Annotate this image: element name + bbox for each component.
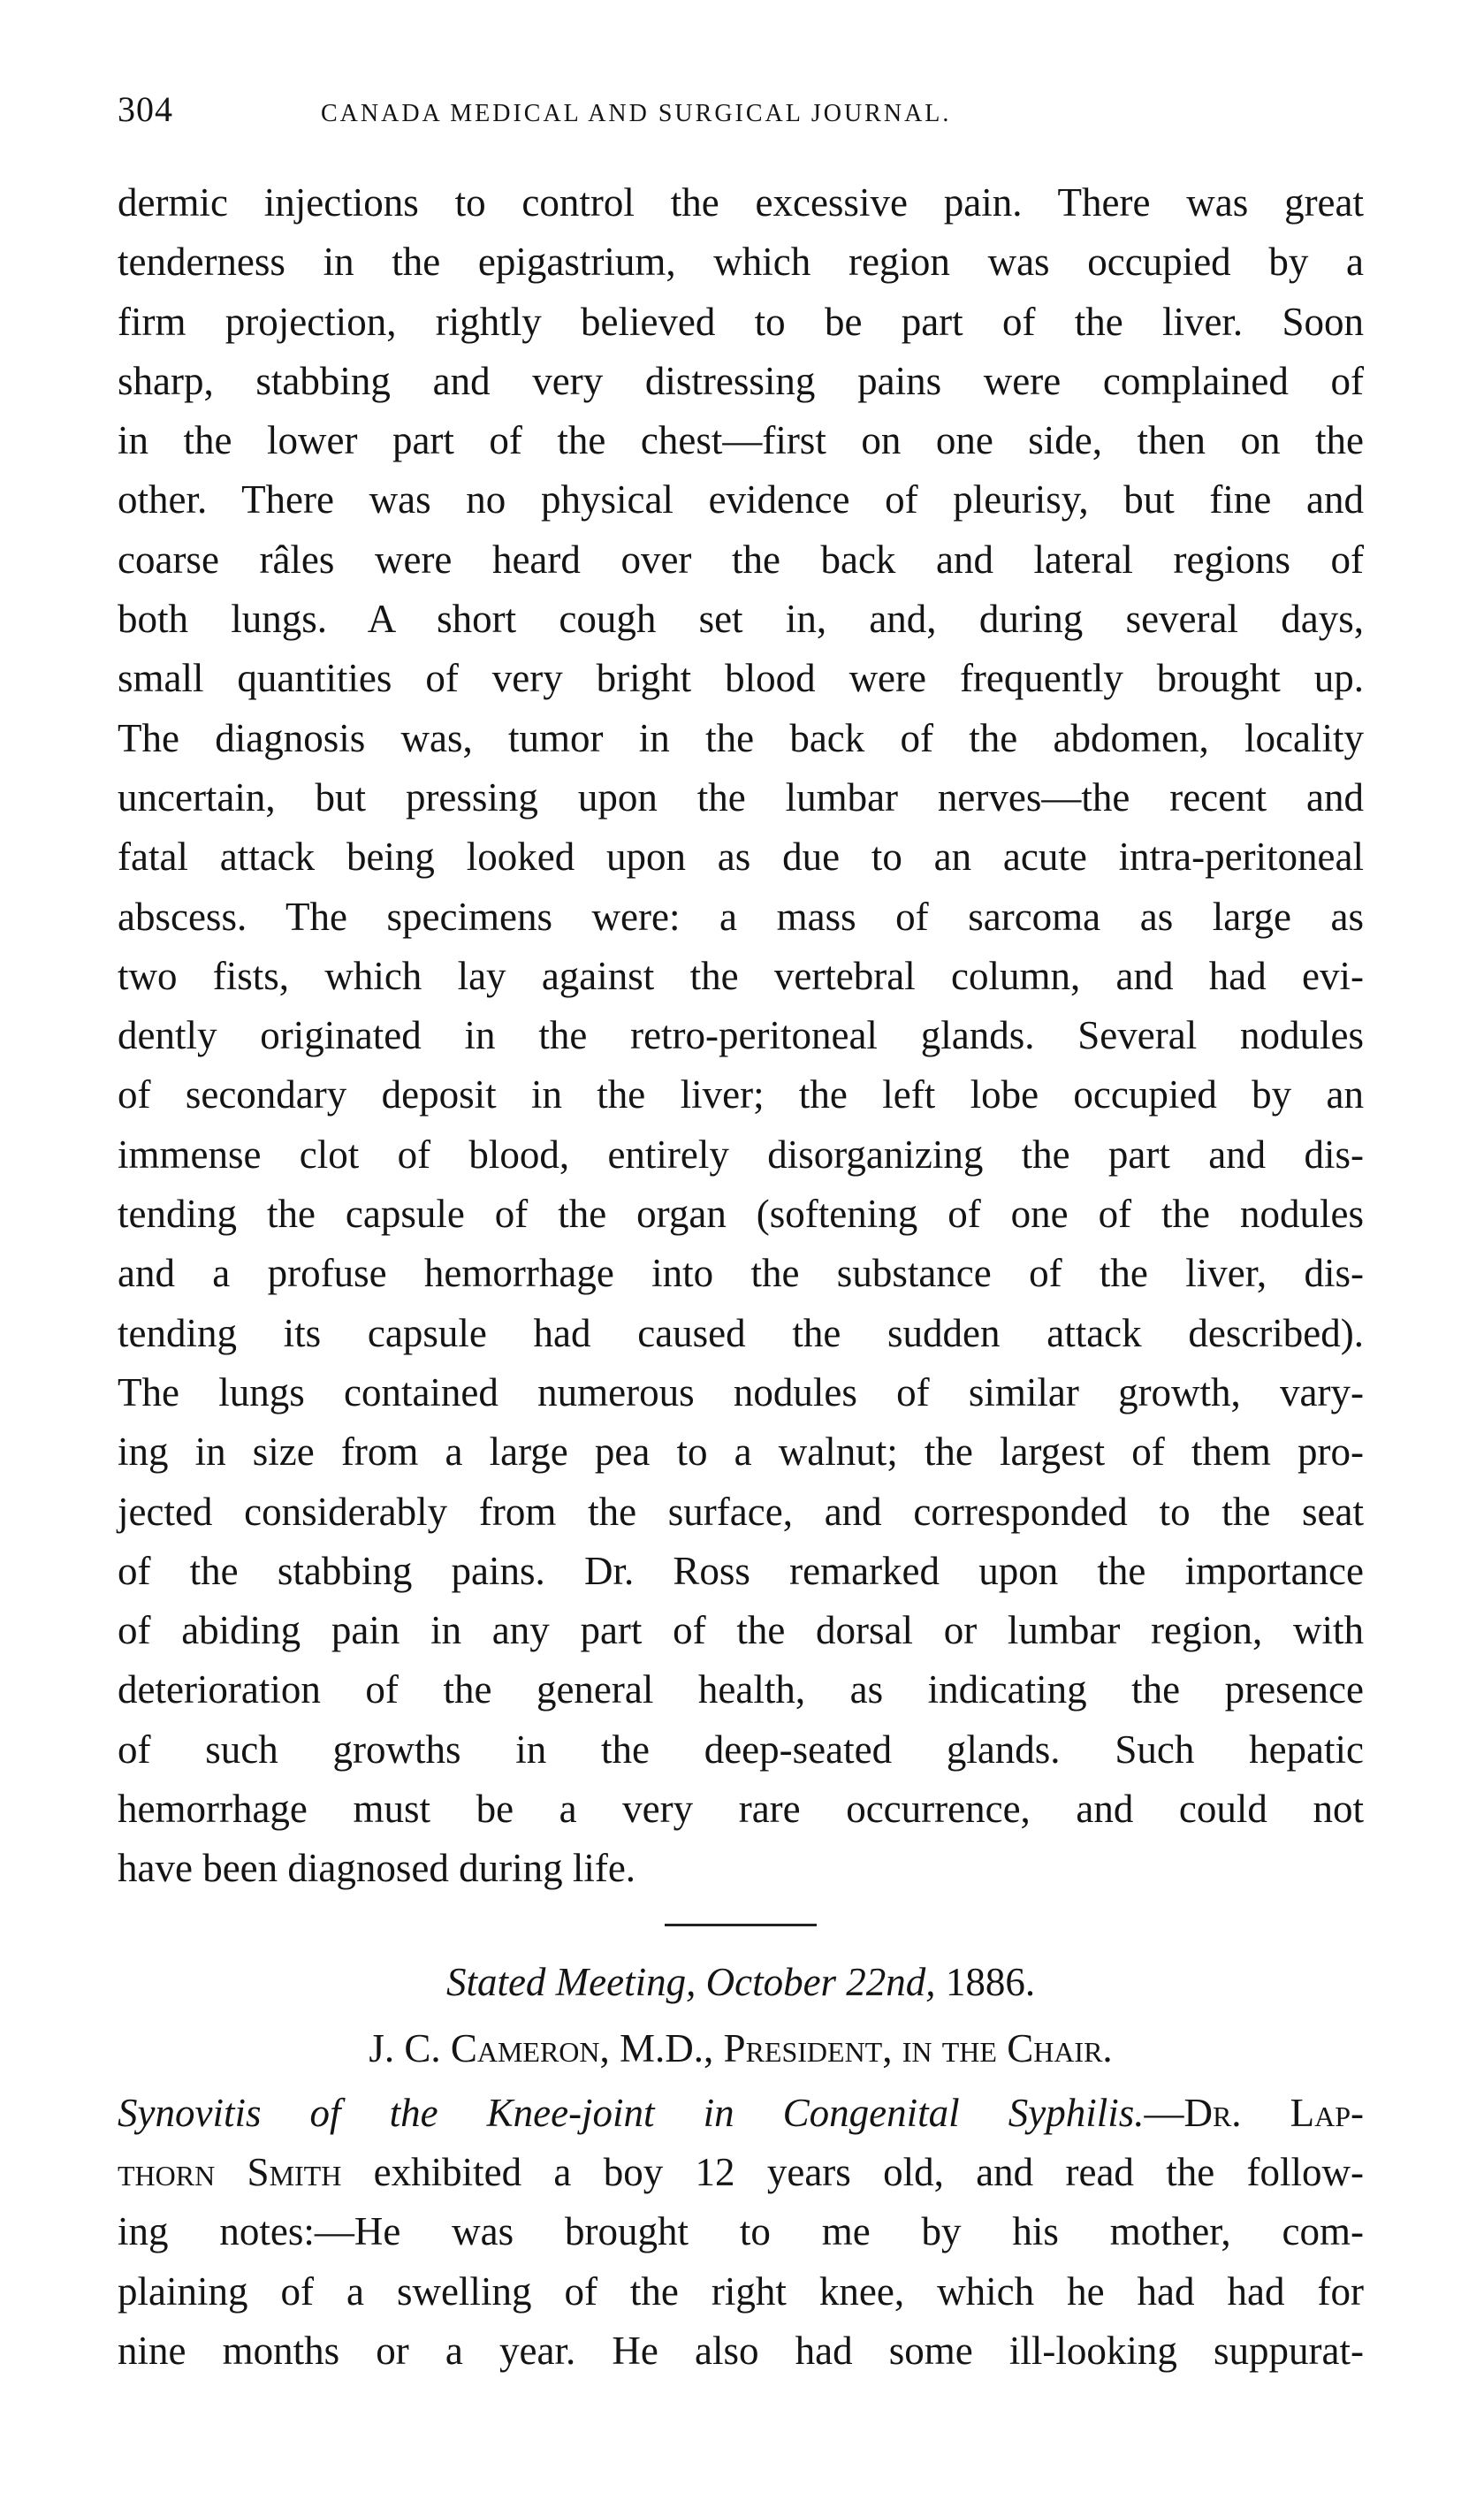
body-paragraph (118, 173, 1364, 1899)
text-line: nine months or a year. He also had some ill-looking suppurat- (118, 2328, 1364, 2373)
case-author: Dr. Lap- (1183, 2090, 1364, 2135)
text-line: immense clot of blood, entirely disorganizing the part and dis- (118, 1132, 1364, 1177)
case-paragraph (118, 2084, 1364, 2381)
text-line: other. There was no physical evidence of pleurisy, but fine and (118, 477, 1364, 522)
text-line: dermic injections to control the excessive pain. There was great (118, 180, 1364, 225)
text-line (118, 2143, 1364, 2202)
case-text: exhibited a boy 12 years old, and read the follow- (341, 2149, 1365, 2194)
text-line: in the lower part of the chest—first on one side, then on the (118, 418, 1364, 463)
text-line: The lungs contained numerous nodules of similar growth, vary- (118, 1369, 1364, 1414)
text-line: sharp, stabbing and very distressing pains were complained of (118, 358, 1364, 403)
text-line: tending its capsule had caused the sudden attack described). (118, 1310, 1364, 1355)
text-line: The diagnosis was, tumor in the back of the abdomen, locality (118, 715, 1364, 760)
text-line (118, 2084, 1364, 2143)
section-divider (665, 1924, 817, 1926)
running-title: CANADA MEDICAL AND SURGICAL JOURNAL. (321, 100, 952, 127)
case-dash: — (1144, 2090, 1184, 2135)
text-line: uncertain, but pressing upon the lumbar nerves—the recent and (118, 774, 1364, 820)
text-line: of such growths in the deep-seated glands. Such hepatic (118, 1727, 1364, 1772)
text-line: two fists, which lay against the vertebral column, and had evi- (118, 953, 1364, 998)
text-line: tenderness in the epigastrium, which region was occupied by a (118, 240, 1364, 285)
text-line: jected considerably from the surface, and corresponded to the seat (118, 1489, 1364, 1534)
text-line: coarse râles were heard over the back and lateral regions of (118, 537, 1364, 582)
text-line: of the stabbing pains. Dr. Ross remarked upon the importance (118, 1548, 1364, 1593)
page-header (118, 88, 1364, 141)
text-line: ing in size from a large pea to a walnut; the largest of them pro- (118, 1430, 1364, 1475)
text-line: and a profuse hemorrhage into the substance of the liver, dis- (118, 1251, 1364, 1296)
chair-role: President, in the Chair. (723, 2025, 1113, 2070)
text-line: fatal attack being looked upon as due to an acute intra-peritoneal (118, 835, 1364, 880)
text-line: hemorrhage must be a very rare occurrence, and could not (118, 1787, 1364, 1832)
meeting-heading (118, 1953, 1364, 2012)
text-line: abscess. The specimens were: a mass of sarcoma as large as (118, 894, 1364, 939)
text-line: small quantities of very bright blood were frequently brought up. (118, 656, 1364, 701)
text-line: of secondary deposit in the liver; the left lobe occupied by an (118, 1072, 1364, 1117)
document-page (118, 88, 1364, 2381)
text-line: ing notes:—He was brought to me by his mother, com- (118, 2209, 1364, 2254)
text-line: have been diagnosed during life. (118, 1846, 636, 1891)
chair-line (118, 2019, 1364, 2078)
case-author-cont: thorn Smith (118, 2149, 342, 2194)
text-line: deterioration of the general health, as indicating the presence (118, 1667, 1364, 1712)
text-line: tending the capsule of the organ (softening of one of the nodules (118, 1192, 1364, 1237)
chair-name: J. C. Cameron, M.D., (369, 2025, 714, 2070)
text-line: firm projection, rightly believed to be part of the liver. Soon (118, 299, 1364, 344)
text-line: both lungs. A short cough set in, and, during several days, (118, 597, 1364, 642)
text-line: dently originated in the retro-peritoneal glands. Several nodules (118, 1013, 1364, 1058)
text-line: of abiding pain in any part of the dorsal or lumbar region, with (118, 1608, 1364, 1653)
meeting-year: 1886. (945, 1959, 1036, 2004)
page-number: 304 (118, 89, 173, 129)
text-line: plaining of a swelling of the right knee, which he had had for (118, 2268, 1364, 2314)
meeting-date: Stated Meeting, October 22nd, (445, 1959, 936, 2004)
case-heading: Synovitis of the Knee-joint in Congenital Syphilis. (118, 2090, 1145, 2135)
